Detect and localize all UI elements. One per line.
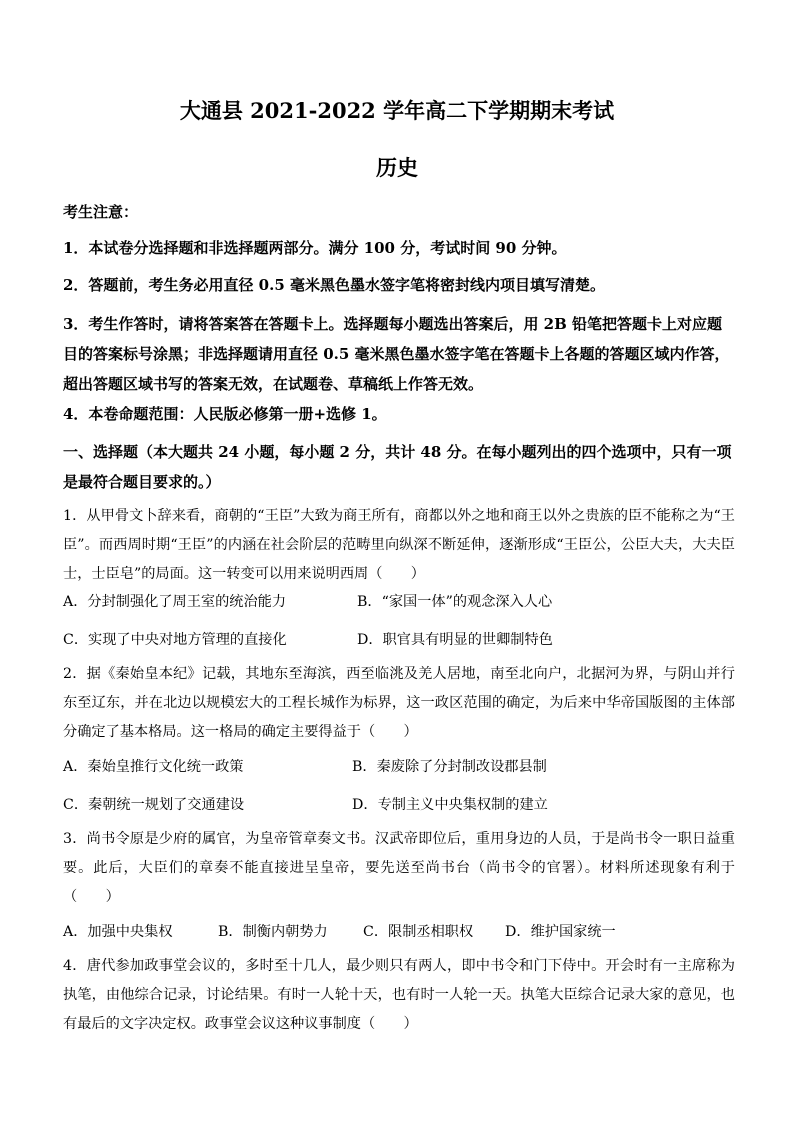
option-d: D．职官具有明显的世卿制特色 <box>357 632 553 648</box>
question-4-stem: 4．唐代参加政事堂会议的，多时至十几人，最少则只有两人，即中书令和门下侍中。开会时有一主席称为执笔，由他综合记录，讨论结果。有时一人轮十天，也有时一人轮一天。执笔大臣综合记录大家的意见，也有最后的文字决定权。政事堂会议这种议事制度（ ） <box>63 958 735 1032</box>
option-b: B．“家国一体”的观念深入人心 <box>357 594 553 610</box>
question-2-stem: 2．据《秦始皇本纪》记载，其地东至海滨，西至临洮及羌人居地，南至北向户，北据河为界，与阴山并行东至辽东，并在北边以规模宏大的工程长城作为标界，这一政区范围的确定，为后来中华帝国版图的主体部分确定了基本格局。这一格局的确定主要得益于（ ） <box>63 666 735 740</box>
option-d: D．维护国家统一 <box>505 924 616 940</box>
option-a: A．分封制强化了周王室的统治能力 <box>63 594 287 610</box>
question-1-stem: 1．从甲骨文卜辞来看，商朝的“王臣”大致为商王所有，商都以外之地和商王以外之贵族的臣不能称之为“王臣”。而西周时期“王臣”的内涵在社会阶层的范畴里向纵深不断延伸，逐渐形成“王臣公，公臣大夫，大夫臣士，士臣皂”的局面。这一转变可以用来说明西周（ ） <box>63 508 735 582</box>
notice-item-1: 1．本试卷分选择题和非选择题两部分。满分 100 分，考试时间 90 分钟。 <box>63 239 567 257</box>
question-3-options <box>63 920 735 944</box>
exam-subject: 历史 <box>376 155 418 180</box>
option-d: D．专制主义中央集权制的建立 <box>352 797 548 813</box>
option-c: C．限制丞相职权 <box>363 924 474 940</box>
option-b: B．制衡内朝势力 <box>218 924 328 940</box>
option-c: C．秦朝统一规划了交通建设 <box>63 797 245 813</box>
option-b: B．秦废除了分封制改设郡县制 <box>352 759 547 775</box>
option-a: A．秦始皇推行文化统一政策 <box>63 759 244 775</box>
question-1-options <box>63 590 735 614</box>
question-2-options-row2 <box>63 793 735 817</box>
question-1-options-row2 <box>63 628 735 652</box>
exam-title: 大通县 2021-2022 学年高二下学期期末考试 <box>179 98 615 123</box>
notice-item-3: 3．考生作答时，请将答案答在答题卡上。选择题每小题选出答案后，用 2B 铅笔把答题卡上对应题目的答案标号涂黑；非选择题请用直径 0.5 毫米黑色墨水签字笔在答题卡上各题的答题区域内作答，超出答题区域书写的答案无效，在试题卷、草稿纸上作答无效。 <box>63 315 730 393</box>
notice-item-4: 4．本卷命题范围：人民版必修第一册+选修 1。 <box>63 405 387 423</box>
question-2-options <box>63 755 735 779</box>
option-a: A．加强中央集权 <box>63 924 173 940</box>
section-heading: 一、选择题（本大题共 24 小题，每小题 2 分，共计 48 分。在每小题列出的四个选项中，只有一项是最符合题目要求的。） <box>63 443 732 491</box>
question-3-stem: 3．尚书令原是少府的属官，为皇帝管章奏文书。汉武帝即位后，重用身边的人员，于是尚书令一职日益重要。此后，大臣们的章奏不能直接进呈皇帝，要先送至尚书台（尚书令的官署）。材料所述现象有利于（ ） <box>63 831 735 905</box>
option-c: C．实现了中央对地方管理的直接化 <box>63 632 287 648</box>
notice-item-2: 2．答题前，考生务必用直径 0.5 毫米黑色墨水签字笔将密封线内项目填写清楚。 <box>63 276 605 294</box>
notice-heading: 考生注意： <box>63 203 139 221</box>
